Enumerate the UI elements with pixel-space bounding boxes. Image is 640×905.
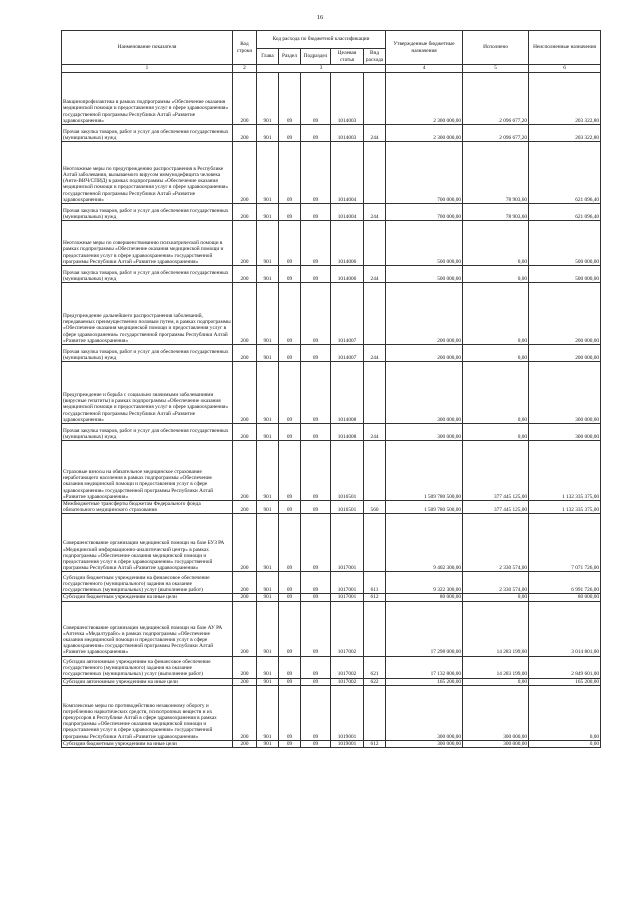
header-subsection: Подраздел	[301, 49, 331, 65]
row-remaining: 2 849 601,00	[529, 656, 601, 678]
row-target-article: 1017002	[331, 601, 364, 656]
table-body	[62, 73, 601, 748]
row-expense-type: 560	[364, 501, 386, 514]
table-row	[62, 501, 601, 514]
row-line-code: 200	[233, 362, 257, 424]
row-target-article: 1017001	[331, 514, 364, 572]
row-expense-type	[364, 283, 386, 345]
row-remaining: 7 071 726,00	[529, 514, 601, 572]
row-subsection: 09	[301, 685, 331, 740]
row-approved: 2 300 000,00	[386, 125, 463, 142]
row-subsection: 09	[301, 740, 331, 747]
row-remaining: 500 000,00	[529, 266, 601, 283]
row-subsection: 09	[301, 594, 331, 601]
row-approved: 700 000,00	[386, 204, 463, 221]
table-row	[62, 685, 601, 740]
row-line-code: 200	[233, 572, 257, 594]
table-row	[62, 441, 601, 501]
table-row	[62, 514, 601, 572]
row-approved: 500 000,00	[386, 221, 463, 266]
table-row	[62, 572, 601, 594]
row-target-article: 1017002	[331, 678, 364, 685]
header-section: Раздел	[279, 49, 301, 65]
table-row	[62, 424, 601, 441]
table-row	[62, 678, 601, 685]
row-chapter: 901	[257, 740, 279, 747]
row-approved: 9 322 300,00	[386, 572, 463, 594]
row-section: 09	[279, 501, 301, 514]
row-executed: 78 903,60	[463, 204, 529, 221]
row-executed: 0,00	[463, 283, 529, 345]
row-chapter: 901	[257, 362, 279, 424]
row-remaining: 3 014 801,00	[529, 601, 601, 656]
row-name: Предупреждение дальнейшего распространения заболеваний, передаваемых преимущественно половым путем, в рамках подпрограммы «Обеспечение оказания медицинской помощи и предоставления услуг в сфере здравоохранения» государственной программы Республики Алтай «Развитие здравоохранения»	[62, 283, 233, 345]
header-chapter: Глава	[257, 49, 279, 65]
table-row	[62, 221, 601, 266]
row-executed: 0,00	[463, 221, 529, 266]
row-expense-type	[364, 601, 386, 656]
row-section: 09	[279, 362, 301, 424]
row-line-code: 200	[233, 514, 257, 572]
row-section: 09	[279, 656, 301, 678]
row-section: 09	[279, 266, 301, 283]
row-name: Страховые взносы на обязательное медицинское страхование неработающего населения в рамках подпрограммы «Обеспечение оказания медицинской помощи и предоставления услуг в сфере здравоохранения» государственной программы Республики Алтай «Развитие здравоохранения»	[62, 441, 233, 501]
header-code-line: Код строки	[233, 31, 257, 65]
table-row	[62, 345, 601, 362]
row-subsection: 09	[301, 73, 331, 125]
row-remaining: 621 096,40	[529, 142, 601, 204]
row-section: 09	[279, 441, 301, 501]
row-section: 09	[279, 678, 301, 685]
row-line-code: 200	[233, 740, 257, 747]
row-remaining: 203 322,80	[529, 125, 601, 142]
row-section: 09	[279, 283, 301, 345]
row-approved: 17 132 800,00	[386, 656, 463, 678]
row-chapter: 901	[257, 221, 279, 266]
row-expense-type: 244	[364, 424, 386, 441]
column-number: 1	[62, 65, 233, 73]
row-approved: 17 298 000,00	[386, 601, 463, 656]
row-chapter: 901	[257, 125, 279, 142]
row-line-code: 200	[233, 204, 257, 221]
row-name: Совершенствование организации медицинской помощи на базе БУЗ РА «Медицинский информационно-аналитический центр» в рамках подпрограммы «Обеспечение оказания медицинской помощи и предоставления услуг в сфере здравоохранения» государственной программы Республики Алтай «Развитие здравоохранения»	[62, 514, 233, 572]
row-remaining: 200 000,00	[529, 345, 601, 362]
row-line-code: 200	[233, 441, 257, 501]
row-expense-type	[364, 142, 386, 204]
row-target-article: 1014004	[331, 142, 364, 204]
row-name: Прочая закупка товаров, работ и услуг для обеспечения государственных (муниципальных) нужд	[62, 266, 233, 283]
row-chapter: 901	[257, 441, 279, 501]
row-chapter: 901	[257, 501, 279, 514]
table-row	[62, 362, 601, 424]
column-number: 5	[463, 65, 529, 73]
row-section: 09	[279, 204, 301, 221]
row-name: Субсидии автономным учреждениям на иные цели	[62, 678, 233, 685]
row-target-article: 1014007	[331, 283, 364, 345]
row-expense-type: 244	[364, 266, 386, 283]
row-chapter: 901	[257, 601, 279, 656]
row-expense-type: 622	[364, 678, 386, 685]
row-line-code: 200	[233, 266, 257, 283]
row-remaining: 621 096,40	[529, 204, 601, 221]
row-section: 09	[279, 572, 301, 594]
row-subsection: 09	[301, 441, 331, 501]
row-executed: 78 903,60	[463, 142, 529, 204]
row-expense-type	[364, 221, 386, 266]
row-remaining: 1 132 335 375,00	[529, 501, 601, 514]
row-expense-type: 611	[364, 572, 386, 594]
row-section: 09	[279, 424, 301, 441]
row-subsection: 09	[301, 142, 331, 204]
row-expense-type: 244	[364, 345, 386, 362]
row-chapter: 901	[257, 345, 279, 362]
table-row	[62, 266, 601, 283]
row-target-article: 1014006	[331, 266, 364, 283]
row-name: Прочая закупка товаров, работ и услуг для обеспечения государственных (муниципальных) нужд	[62, 125, 233, 142]
row-remaining: 200 000,00	[529, 283, 601, 345]
page-number: 16	[316, 14, 324, 21]
row-executed: 14 283 199,00	[463, 601, 529, 656]
row-remaining: 203 322,80	[529, 73, 601, 125]
row-remaining: 80 000,00	[529, 594, 601, 601]
table-row	[62, 125, 601, 142]
table-row	[62, 601, 601, 656]
row-name: Неотложные меры по совершенствованию психиатрической помощи в рамках подпрограммы «Обеспечение оказания медицинской помощи и предоставления услуг в сфере здравоохранения» государственной программы Республики Алтай «Развитие здравоохранения»	[62, 221, 233, 266]
row-target-article: 1019001	[331, 740, 364, 747]
row-remaining: 6 991 726,00	[529, 572, 601, 594]
row-name: Субсидии бюджетным учреждениям на финансовое обеспечение государственного (муниципального) задания на оказание государственных (муниципальных) услуг (выполнение работ)	[62, 572, 233, 594]
row-expense-type	[364, 685, 386, 740]
row-approved: 300 000,00	[386, 424, 463, 441]
row-chapter: 901	[257, 73, 279, 125]
row-target-article: 1017002	[331, 656, 364, 678]
row-approved: 1 509 780 500,00	[386, 441, 463, 501]
row-line-code: 200	[233, 73, 257, 125]
row-name: Субсидии бюджетным учреждениям на иные цели	[62, 594, 233, 601]
row-approved: 2 300 000,00	[386, 73, 463, 125]
row-expense-type: 244	[364, 125, 386, 142]
row-executed: 2 330 574,00	[463, 514, 529, 572]
row-approved: 165 200,00	[386, 678, 463, 685]
row-name: Прочая закупка товаров, работ и услуг для обеспечения государственных (муниципальных) нужд	[62, 345, 233, 362]
row-target-article: 1017001	[331, 594, 364, 601]
column-number-row	[62, 65, 601, 73]
row-name: Неотложные меры по предупреждению распространения в Республике Алтай заболевания, вызываемого вирусом иммунодефицита человека (Анти-ВИЧ/СПИД) в рамках подпрограммы «Обеспечение оказания медицинской помощи и предоставления услуг в сфере здравоохранения» государственной программы Республики Алтай «Развитие здравоохранения»	[62, 142, 233, 204]
row-chapter: 901	[257, 594, 279, 601]
row-line-code: 200	[233, 685, 257, 740]
row-target-article: 1014003	[331, 73, 364, 125]
row-approved: 300 000,00	[386, 362, 463, 424]
row-expense-type: 621	[364, 656, 386, 678]
header-executed: Исполнено	[463, 31, 529, 65]
row-name: Предупреждение и борьба с социально значимыми заболеваниями (вирусные гепатиты) в рамках подпрограммы «Обеспечение оказания медицинской помощи и предоставления услуг в сфере здравоохранения» государственной программы Республики Алтай «Развитие здравоохранения»	[62, 362, 233, 424]
row-line-code: 200	[233, 345, 257, 362]
row-remaining: 165 200,00	[529, 678, 601, 685]
row-expense-type: 244	[364, 204, 386, 221]
row-name: Прочая закупка товаров, работ и услуг для обеспечения государственных (муниципальных) нужд	[62, 424, 233, 441]
row-executed: 2 096 677,20	[463, 125, 529, 142]
row-line-code: 200	[233, 501, 257, 514]
row-remaining: 300 000,00	[529, 424, 601, 441]
row-section: 09	[279, 740, 301, 747]
row-executed: 0,00	[463, 678, 529, 685]
row-target-article: 1014003	[331, 125, 364, 142]
row-line-code: 200	[233, 594, 257, 601]
row-target-article: 1014008	[331, 424, 364, 441]
row-chapter: 901	[257, 266, 279, 283]
row-line-code: 200	[233, 601, 257, 656]
row-line-code: 200	[233, 142, 257, 204]
row-line-code: 200	[233, 125, 257, 142]
row-subsection: 09	[301, 514, 331, 572]
table-row	[62, 740, 601, 747]
header-target: Целевая статья	[331, 49, 364, 65]
row-subsection: 09	[301, 501, 331, 514]
row-line-code: 200	[233, 678, 257, 685]
row-approved: 700 000,00	[386, 142, 463, 204]
row-section: 09	[279, 685, 301, 740]
header-unexecuted: Неисполненные назначения	[529, 31, 601, 65]
row-expense-type: 612	[364, 594, 386, 601]
row-name: Субсидии бюджетным учреждениям на иные цели	[62, 740, 233, 747]
row-remaining: 1 132 335 375,00	[529, 441, 601, 501]
row-expense-type: 612	[364, 740, 386, 747]
row-executed: 2 330 574,00	[463, 572, 529, 594]
row-executed: 0,00	[463, 362, 529, 424]
column-number: 2	[233, 65, 257, 73]
row-chapter: 901	[257, 678, 279, 685]
row-name: Межбюджетные трансферты бюджетам Федерального фонда обязательного медицинского страхования	[62, 501, 233, 514]
row-line-code: 200	[233, 656, 257, 678]
row-subsection: 09	[301, 204, 331, 221]
row-approved: 200 000,00	[386, 345, 463, 362]
row-target-article: 1016501	[331, 501, 364, 514]
row-target-article: 1016501	[331, 441, 364, 501]
row-target-article: 1014008	[331, 362, 364, 424]
row-remaining: 0,00	[529, 740, 601, 747]
row-executed: 0,00	[463, 594, 529, 601]
table-header	[62, 31, 601, 73]
row-subsection: 09	[301, 283, 331, 345]
row-executed: 0,00	[463, 266, 529, 283]
row-name: Комплексные меры по противодействию незаконному обороту и потреблению наркотических средств, психотропных веществ и их прекурсоров в Республике Алтай в сфере здравоохранения в рамках подпрограммы «Обеспечение оказания медицинской помощи и предоставления услуг в сфере здравоохранения» государственной программы Республики Алтай «Развитие здравоохранения»	[62, 685, 233, 740]
row-subsection: 09	[301, 656, 331, 678]
row-executed: 0,00	[463, 424, 529, 441]
column-number: 4	[386, 65, 463, 73]
row-target-article: 1017001	[331, 572, 364, 594]
row-subsection: 09	[301, 345, 331, 362]
row-executed: 377 445 125,00	[463, 441, 529, 501]
row-expense-type	[364, 441, 386, 501]
row-chapter: 901	[257, 514, 279, 572]
row-section: 09	[279, 601, 301, 656]
row-chapter: 901	[257, 204, 279, 221]
table-row	[62, 204, 601, 221]
row-expense-type	[364, 73, 386, 125]
column-number: 6	[529, 65, 601, 73]
table-row	[62, 283, 601, 345]
row-approved: 80 000,00	[386, 594, 463, 601]
row-section: 09	[279, 514, 301, 572]
row-name: Вакцинопрофилактика в рамках подпрограммы «Обеспечение оказания медицинской помощи и предоставления услуг в сфере здравоохранения» государственной программы Республики Алтай «Развитие здравоохранения»	[62, 73, 233, 125]
row-expense-type	[364, 362, 386, 424]
row-line-code: 200	[233, 424, 257, 441]
row-subsection: 09	[301, 362, 331, 424]
row-section: 09	[279, 594, 301, 601]
row-executed: 300 000,00	[463, 685, 529, 740]
budget-execution-table	[61, 30, 601, 748]
row-line-code: 200	[233, 221, 257, 266]
row-line-code: 200	[233, 283, 257, 345]
header-name: Наименование показателя	[62, 31, 233, 65]
row-chapter: 901	[257, 424, 279, 441]
row-chapter: 901	[257, 283, 279, 345]
row-subsection: 09	[301, 572, 331, 594]
row-executed: 14 283 199,00	[463, 656, 529, 678]
row-target-article: 1014006	[331, 221, 364, 266]
header-classification: Код расхода по бюджетной классификации	[257, 31, 386, 49]
row-remaining: 0,00	[529, 685, 601, 740]
row-target-article: 1019001	[331, 685, 364, 740]
table-row	[62, 656, 601, 678]
table-row	[62, 594, 601, 601]
table-row	[62, 142, 601, 204]
row-subsection: 09	[301, 601, 331, 656]
row-remaining: 300 000,00	[529, 362, 601, 424]
header-expense-type: Вид расхода	[364, 49, 386, 65]
column-number: 3	[257, 65, 386, 73]
row-expense-type	[364, 514, 386, 572]
row-executed: 300 000,00	[463, 740, 529, 747]
row-approved: 200 000,00	[386, 283, 463, 345]
row-target-article: 1014004	[331, 204, 364, 221]
row-name: Субсидии автономным учреждениям на финансовое обеспечение государственного (муниципального) задания на оказание государственных (муниципальных) услуг (выполнение работ)	[62, 656, 233, 678]
header-approved: Утвержденные бюджетные назначения	[386, 31, 463, 65]
row-subsection: 09	[301, 266, 331, 283]
row-subsection: 09	[301, 678, 331, 685]
row-approved: 500 000,00	[386, 266, 463, 283]
row-section: 09	[279, 221, 301, 266]
row-chapter: 901	[257, 685, 279, 740]
row-executed: 2 096 677,20	[463, 73, 529, 125]
row-subsection: 09	[301, 221, 331, 266]
row-chapter: 901	[257, 656, 279, 678]
row-chapter: 901	[257, 572, 279, 594]
row-approved: 1 509 780 500,00	[386, 501, 463, 514]
row-target-article: 1014007	[331, 345, 364, 362]
table-row	[62, 73, 601, 125]
row-executed: 0,00	[463, 345, 529, 362]
row-section: 09	[279, 73, 301, 125]
row-name: Совершенствование организации медицинской помощи на базе АУ РА «Аптечка «Медалтурайс» в рамках подпрограммы «Обеспечение оказания медицинской помощи и предоставления услуг в сфере здравоохранения» государственной программы Республики Алтай «Развитие здравоохранения»	[62, 601, 233, 656]
row-approved: 9 402 300,00	[386, 514, 463, 572]
row-chapter: 901	[257, 142, 279, 204]
row-name: Прочая закупка товаров, работ и услуг для обеспечения государственных (муниципальных) нужд	[62, 204, 233, 221]
row-subsection: 09	[301, 125, 331, 142]
row-section: 09	[279, 125, 301, 142]
row-section: 09	[279, 345, 301, 362]
row-remaining: 500 000,00	[529, 221, 601, 266]
row-approved: 300 000,00	[386, 740, 463, 747]
row-subsection: 09	[301, 424, 331, 441]
row-executed: 377 445 125,00	[463, 501, 529, 514]
row-approved: 300 000,00	[386, 685, 463, 740]
row-section: 09	[279, 142, 301, 204]
